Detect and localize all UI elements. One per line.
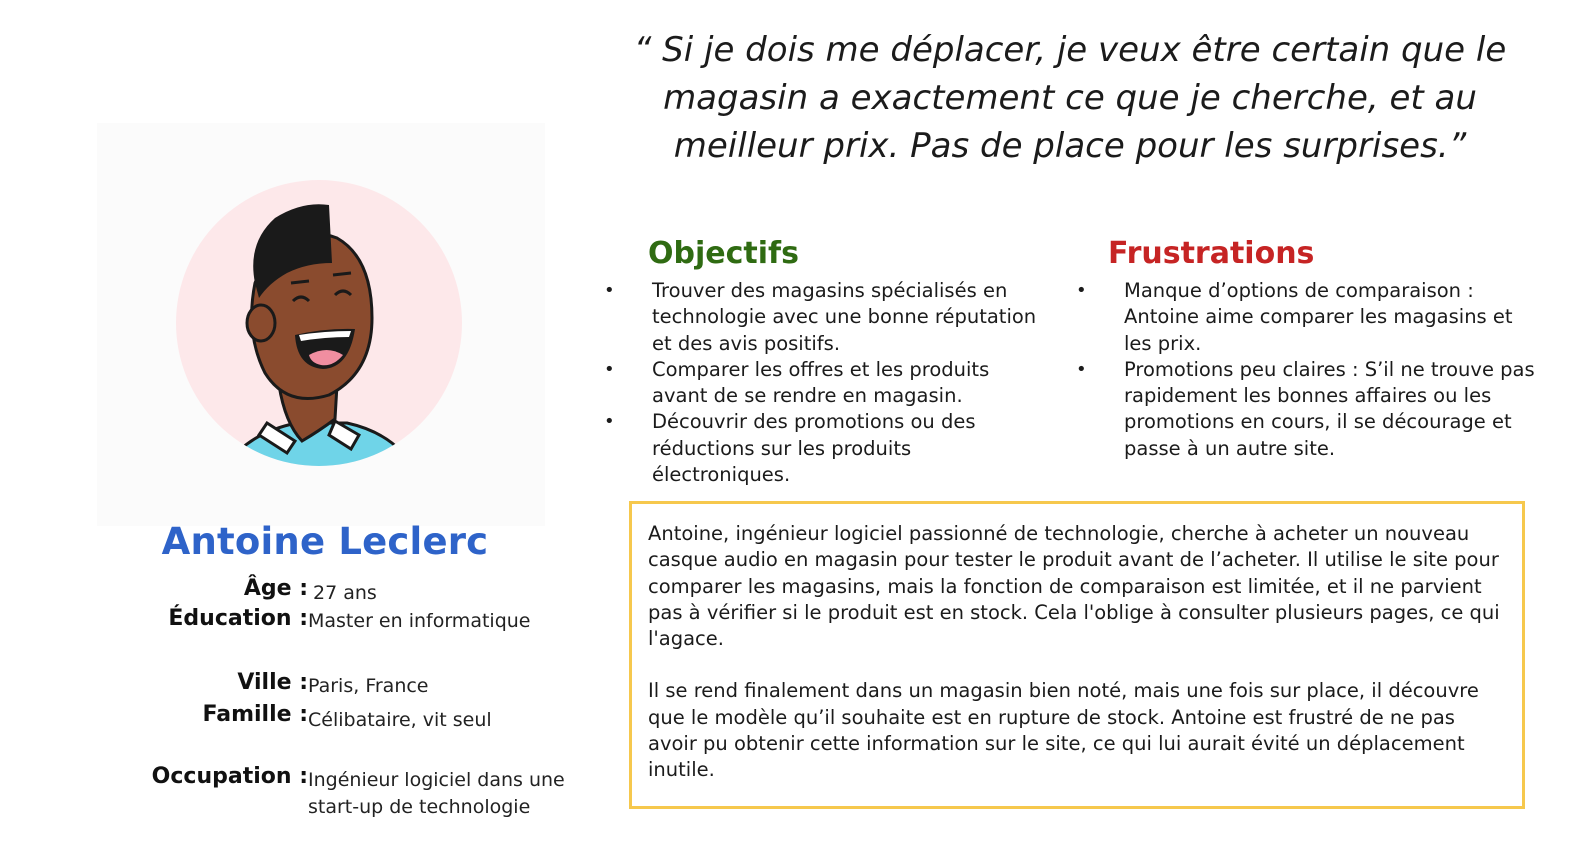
frustrations-list bbox=[1076, 278, 1544, 462]
bullet-icon: • bbox=[604, 358, 615, 380]
scenario-box bbox=[629, 501, 1525, 809]
list-item: • Comparer les offres et les produits avant de se rendre en magasin. bbox=[604, 357, 990, 408]
detail-value: Célibataire, vit seul bbox=[308, 709, 492, 731]
bullet-icon: • bbox=[1076, 280, 1087, 301]
list-item: • Promotions peu claires : S’il ne trouve pas rapidement les bonnes affaires ou les promotions en cours, il se décourage et passe à un autre site. bbox=[1076, 357, 1535, 460]
list-item: • Découvrir des promotions ou des réductions sur les produits électroniques. bbox=[604, 410, 976, 487]
scenario-paragraph: Il se rend finalement dans un magasin bien noté, mais une fois sur place, il découvre que le modèle qu’il souhaite est en rupture de stock. Antoine est frustré de ne pas avoir pu obtenir cette information sur le site, ce qui lui aurait évité un déplacement inutile. bbox=[648, 679, 1479, 782]
frustrations-title: Frustrations bbox=[1108, 236, 1315, 271]
detail-value: Ingénieur logiciel dans une start-up de technologie bbox=[308, 769, 565, 818]
avatar-panel bbox=[97, 123, 545, 526]
bullet-icon: • bbox=[604, 411, 615, 433]
detail-value: 27 ans bbox=[313, 582, 377, 604]
detail-label: Âge : bbox=[243, 576, 308, 601]
bullet-icon: • bbox=[604, 280, 615, 301]
list-item: • Trouver des magasins spécialisés en technologie avec une bonne réputation et des avis positifs. bbox=[604, 279, 1037, 355]
avatar bbox=[97, 123, 545, 526]
detail-value: Master en informatique bbox=[308, 610, 531, 632]
detail-label: Occupation : bbox=[151, 764, 308, 789]
list-item: • Manque d’options de comparaison : Antoine aime comparer les magasins et les prix. bbox=[1076, 279, 1513, 355]
goals-title: Objectifs bbox=[648, 236, 799, 271]
detail-value: Paris, France bbox=[308, 675, 429, 697]
persona-name: Antoine Leclerc bbox=[161, 520, 489, 563]
goals-list bbox=[604, 278, 1047, 488]
persona-quote: “ Si je dois me déplacer, je veux être certain que le magasin a exactement ce que je cherche, et au meilleur prix. Pas de place pour les surprises.” bbox=[633, 30, 1507, 166]
detail-label: Ville : bbox=[237, 670, 308, 695]
detail-label: Éducation : bbox=[168, 606, 308, 631]
detail-label: Famille : bbox=[202, 702, 308, 727]
bullet-icon: • bbox=[1076, 358, 1087, 380]
scenario-paragraph: Antoine, ingénieur logiciel passionné de technologie, cherche à acheter un nouveau casque audio en magasin pour tester le produit avant de l’acheter. Il utilise le site pour comparer les magasins, mais la fonction de comparaison est limitée, et il ne parvient pas à vérifier si le produit est en stock. Cela l'oblige à consulter plusieurs pages, ce qui l'agace. bbox=[648, 522, 1500, 651]
